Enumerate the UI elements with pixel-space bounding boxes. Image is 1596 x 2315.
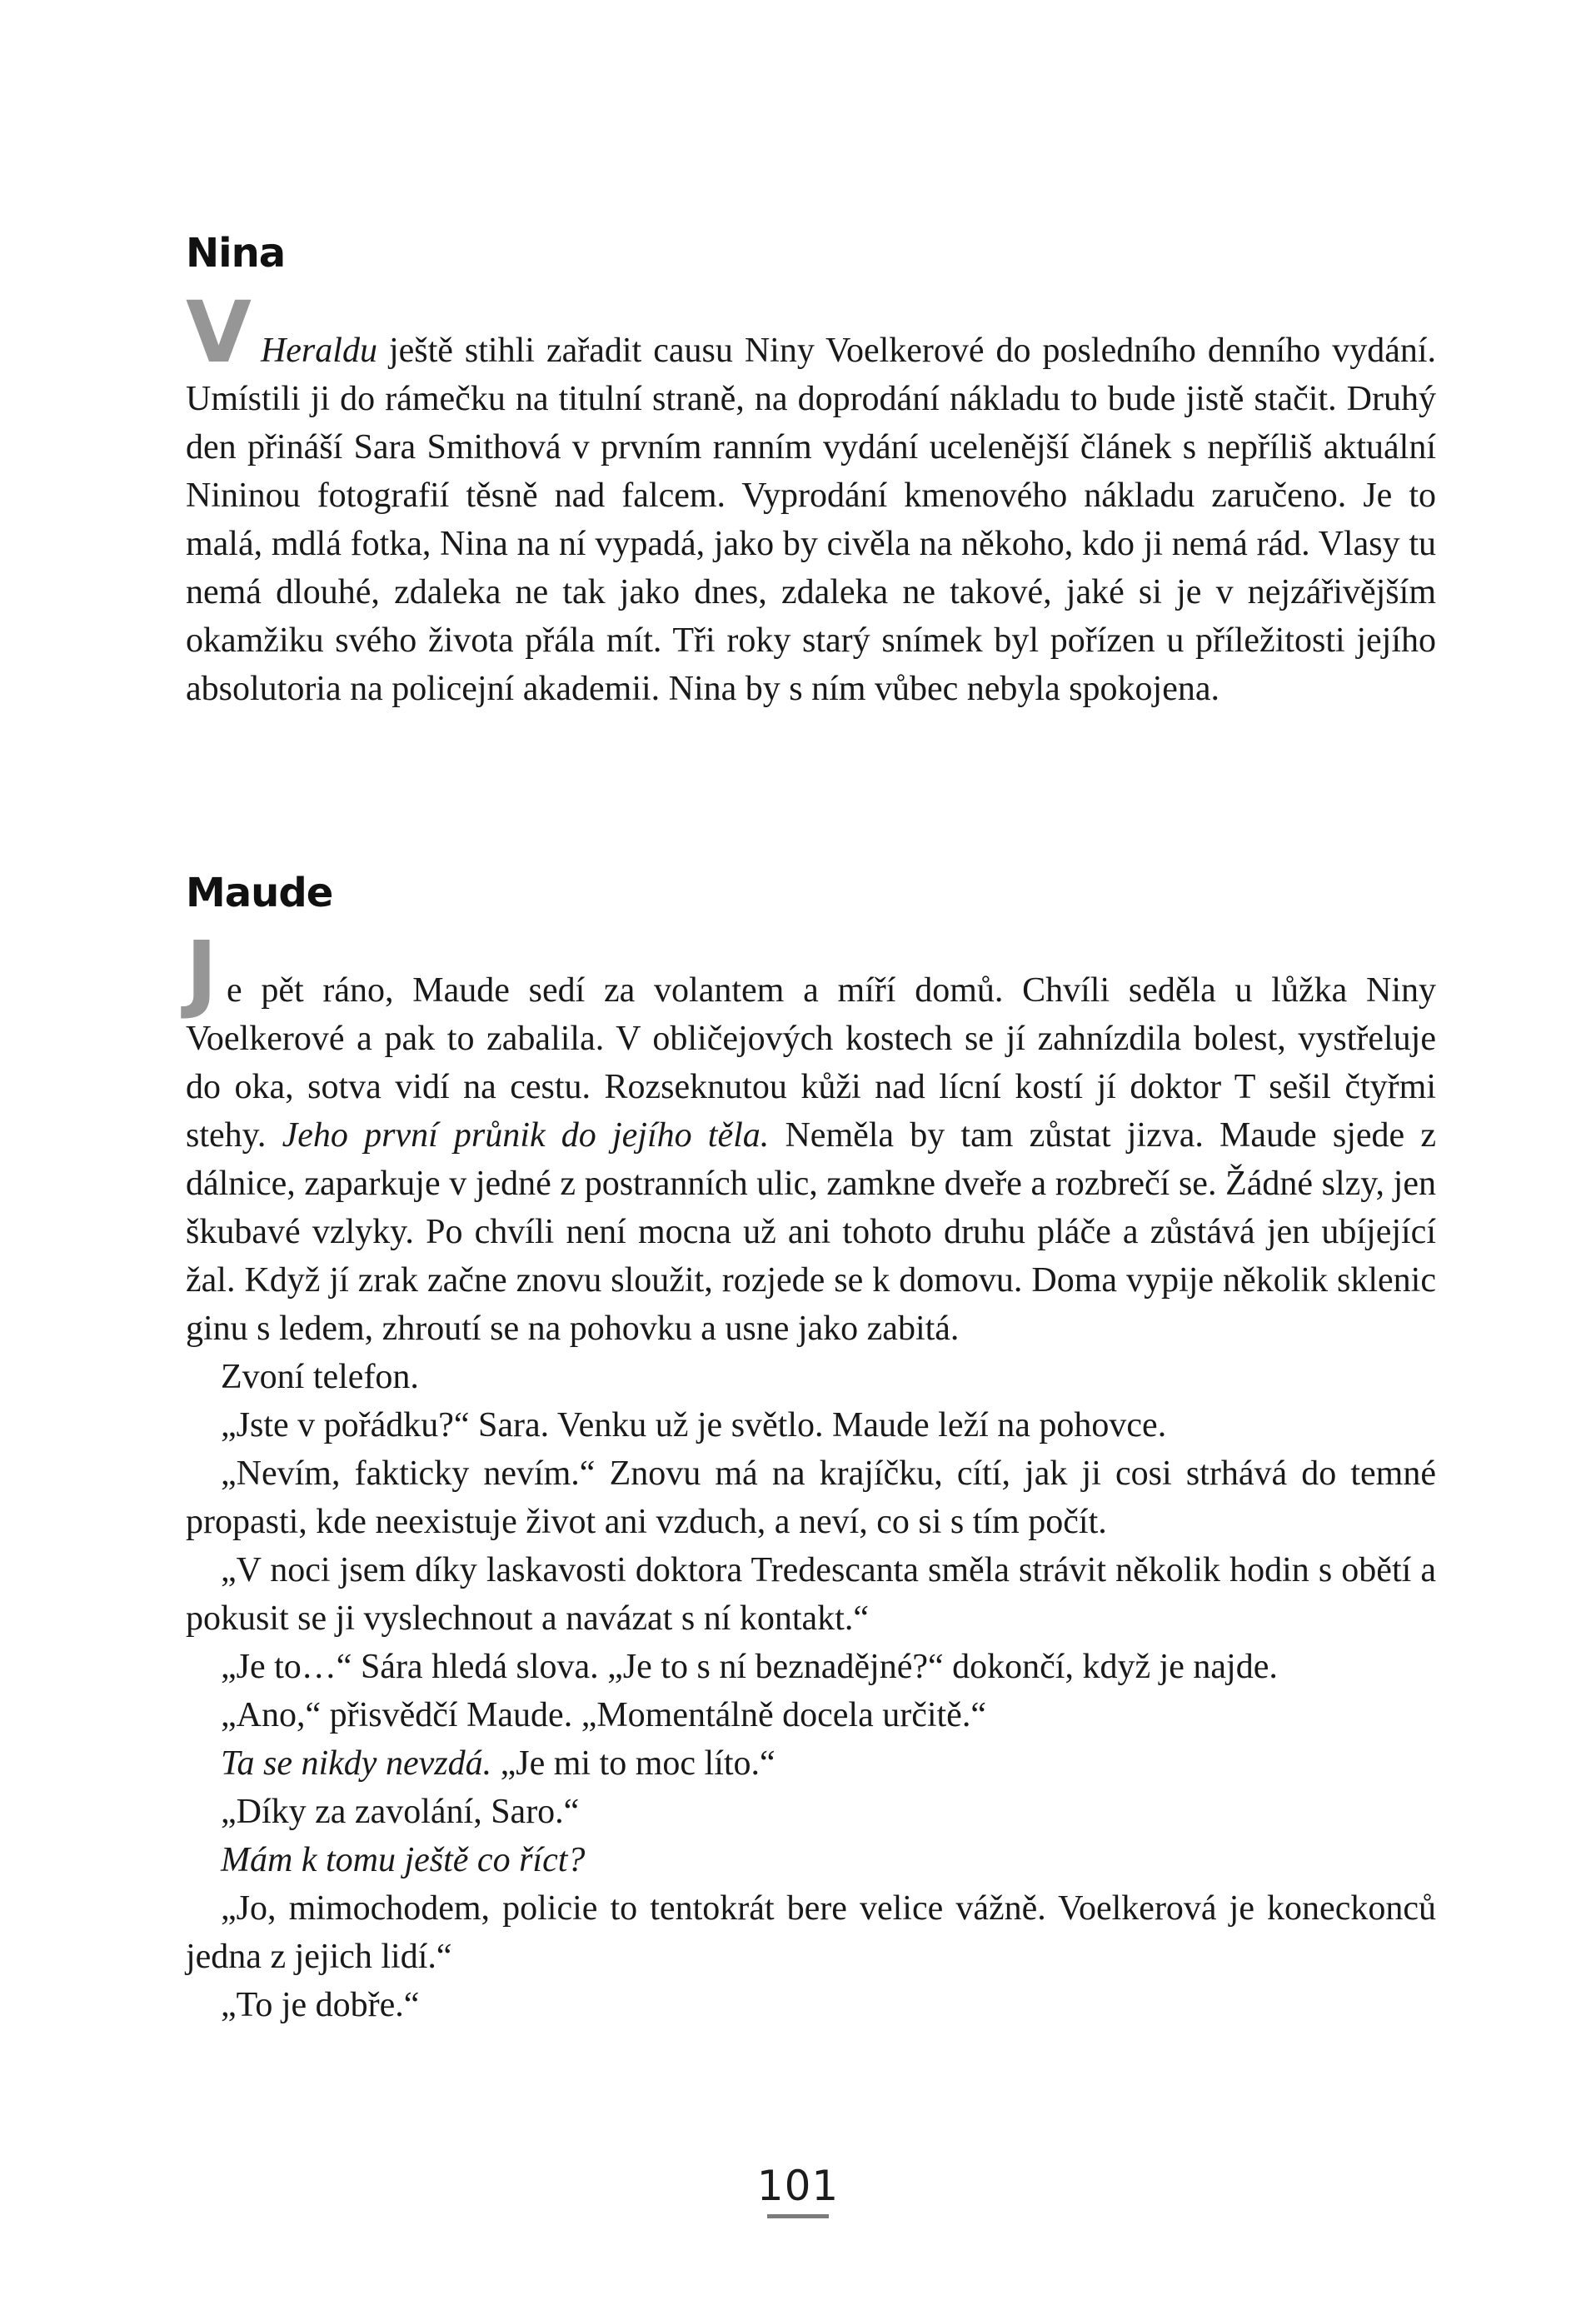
page-footer [0,2163,1596,2218]
drop-cap-j: J [186,923,216,1022]
paragraph-nina [186,283,1436,713]
section-heading-nina: Nina [186,230,286,277]
dialogue-line: „To je dobře.“ [221,1986,420,2024]
dialogue-line: „Díky za zavolání, Saro.“ [221,1793,580,1831]
dialogue-line: „Nevím, fakticky nevím.“ Znovu má na krajíčku, cítí, jak ji cosi strhává do temné propasti, kde neexistuje život ani vzduch, a neví, co si s tím počít. [186,1454,1436,1541]
drop-cap-v: V [186,283,250,382]
dialogue-line: „Ano,“ přisvědčí Maude. „Momentálně docela určitě.“ [221,1696,986,1734]
italic-run-nevzda: Ta se nikdy nevzdá. [221,1744,492,1783]
dialogue-line: „V noci jsem díky laskavosti doktora Tredescanta směla strávit několik hodin s obětí a pokusit se ji vyslechnout a navázat s ní kontakt.“ [186,1551,1436,1638]
dialogue-line: „Jo, mimochodem, policie to tentokrát bere velice vážně. Voelkerová je koneckonců jedna z jejich lidí.“ [186,1889,1436,1976]
text-run: Neměla by tam zůstat jizva. Maude sjede z dálnice, zaparkuje v jedné z postranních ulic, zamkne dveře a rozbrečí se. Žádné slzy, jen škubavé vzlyky. Po chvíli není mocna už ani tohoto druhu pláče a zůstává jen ubíjející žal. Když jí zrak začne znovu sloužit, rozjede se k domovu. Doma vypije několik sklenic ginu s ledem, zhroutí se na pohovku a usne jako zabitá. [186,1116,1436,1348]
italic-run-heraldu: Heraldu [260,332,377,370]
italic-run-pruvnik: Jeho první průnik do jejího těla. [282,1116,770,1155]
dialogue-line: „Jste v pořádku?“ Sara. Venku už je světlo. Maude leží na pohovce. [221,1406,1167,1444]
text-run: e pět ráno, Maude sedí za volantem a míří domů. Chvíli seděla u lůžka Niny Voelkerové a pak to zabalila. V obličejových kostech se jí zahnízdila bolest, vystřeluje do oka, sotva vidí na cestu. Rozseknutou kůži nad lícní kostí jí doktor T sešil čtyřmi stehy. [186,971,1436,1155]
page-number-rule [767,2214,829,2218]
dialogue-line [186,1739,1436,1788]
text-run: ještě stihli zařadit causu Niny Voelkerové do posledního denního vydání. Umístili ji do rámečku na titulní straně, na doprodání nákladu to bude jistě stačit. Druhý den přináší Sara Smithová v prvním ranním vydání ucelenější článek s nepříliš aktuální Nininou fotografií těsně nad falcem. Vyprodání kmenového nákladu zaručeno. Je to malá, mdlá fotka, Nina na ní vypadá, jako by civěla na někoho, kdo ji nemá rád. Vlasy tu nemá dlouhé, zdaleka ne tak jako dnes, zdaleka ne takové, jaké si je v nejzářivějším okamžiku svého života přála mít. Tři roky starý snímek byl pořízen u příležitosti jejího absolutoria na policejní akademii. Nina by s ním vůbec nebyla spokojena. [186,332,1436,708]
dialogue-line: „Je to…“ Sára hledá slova. „Je to s ní beznadějné?“ dokončí, když je najde. [221,1648,1278,1686]
text-block [186,0,1436,2029]
dialogue-line-italic: Mám k tomu ještě co říct? [221,1841,586,1879]
dialogue-line: Zvoní telefon. [221,1358,419,1396]
text-run: „Je mi to moc líto.“ [491,1744,776,1783]
section-heading-maude: Maude [186,870,333,916]
page-number: 101 [756,2162,840,2210]
paragraph-maude [186,923,1436,1353]
